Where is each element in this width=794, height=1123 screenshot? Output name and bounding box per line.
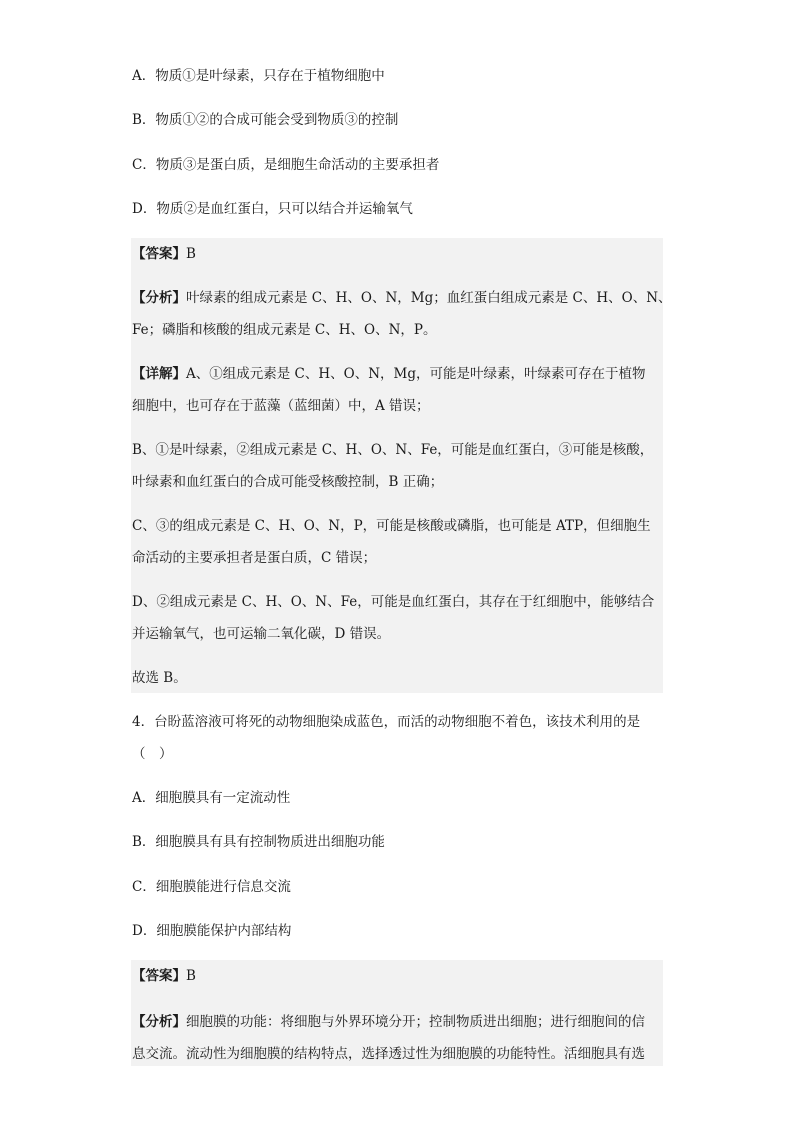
q3-detail-line-5: C、③的组成元素是 C、H、O、N，P，可能是核酸或磷脂，也可能是 ATP，但细胞生 (132, 518, 651, 534)
q3-detail-text-1: A、①组成元素是 C、H、O、N，Mg，可能是叶绿素，叶绿素可存在于植物 (186, 366, 646, 382)
q4-stem-line-2: （ ） (132, 746, 173, 762)
q3-option-c: C．物质③是蛋白质，是细胞生命活动的主要承担者 (132, 157, 440, 173)
q3-detail-line-1 (132, 364, 646, 384)
q4-option-b: B．细胞膜具有具有控制物质进出细胞功能 (132, 834, 385, 850)
q3-detail-line-4: 叶绿素和血红蛋白的合成可能受核酸控制，B 正确； (132, 474, 444, 490)
q3-answer-tag: 【答案】 (132, 246, 186, 262)
q4-analysis-tag: 【分析】 (132, 1014, 186, 1030)
q4-analysis-line-2: 息交流。流动性为细胞膜的结构特点，选择透过性为细胞膜的功能特性。活细胞具有选 (132, 1046, 645, 1062)
q4-stem-line-1: 4．台盼蓝溶液可将死的动物细胞染成蓝色，而活的动物细胞不着色，该技术利用的是 (132, 714, 641, 730)
q3-analysis-line-2: Fe；磷脂和核酸的组成元素是 C、H、O、N，P。 (132, 322, 437, 338)
q4-answer-tag: 【答案】 (132, 968, 186, 984)
q4-analysis-line-1 (132, 1012, 645, 1032)
q4-option-c: C．细胞膜能进行信息交流 (132, 879, 291, 895)
q3-analysis-text-1: 叶绿素的组成元素是 C、H、O、N，Mg；血红蛋白组成元素是 C、H、O、N、 (186, 290, 672, 306)
q4-option-d: D．细胞膜能保护内部结构 (132, 923, 292, 939)
q4-answer-value: B (186, 968, 196, 984)
q4-answer (132, 966, 196, 986)
q3-analysis-line-1 (132, 288, 672, 308)
q3-conclusion: 故选 B。 (132, 670, 187, 686)
q3-detail-line-6: 命活动的主要承担者是蛋白质，C 错误； (132, 550, 377, 566)
q3-detail-line-3: B、①是叶绿素，②组成元素是 C、H、O、N、Fe，可能是血红蛋白，③可能是核酸， (132, 442, 654, 458)
q3-detail-line-2: 细胞中，也可存在于蓝藻（蓝细菌）中，A 错误； (132, 398, 430, 414)
q4-option-a: A．细胞膜具有一定流动性 (132, 790, 291, 806)
q3-detail-tag: 【详解】 (132, 366, 186, 382)
q3-answer-value: B (186, 246, 196, 262)
q3-answer (132, 244, 196, 264)
q3-detail-line-7: D、②组成元素是 C、H、O、N、Fe，可能是血红蛋白，其存在于红细胞中，能够结合 (132, 594, 655, 610)
q3-option-d: D．物质②是血红蛋白，只可以结合并运输氧气 (132, 201, 413, 217)
q3-option-a: A．物质①是叶绿素，只存在于植物细胞中 (132, 68, 385, 84)
q4-analysis-text-1: 细胞膜的功能：将细胞与外界环境分开；控制物质进出细胞；进行细胞间的信 (186, 1014, 645, 1030)
q3-analysis-tag: 【分析】 (132, 290, 186, 306)
q3-detail-line-8: 并运输氧气，也可运输二氧化碳，D 错误。 (132, 626, 391, 642)
q3-option-b: B．物质①②的合成可能会受到物质③的控制 (132, 112, 399, 128)
